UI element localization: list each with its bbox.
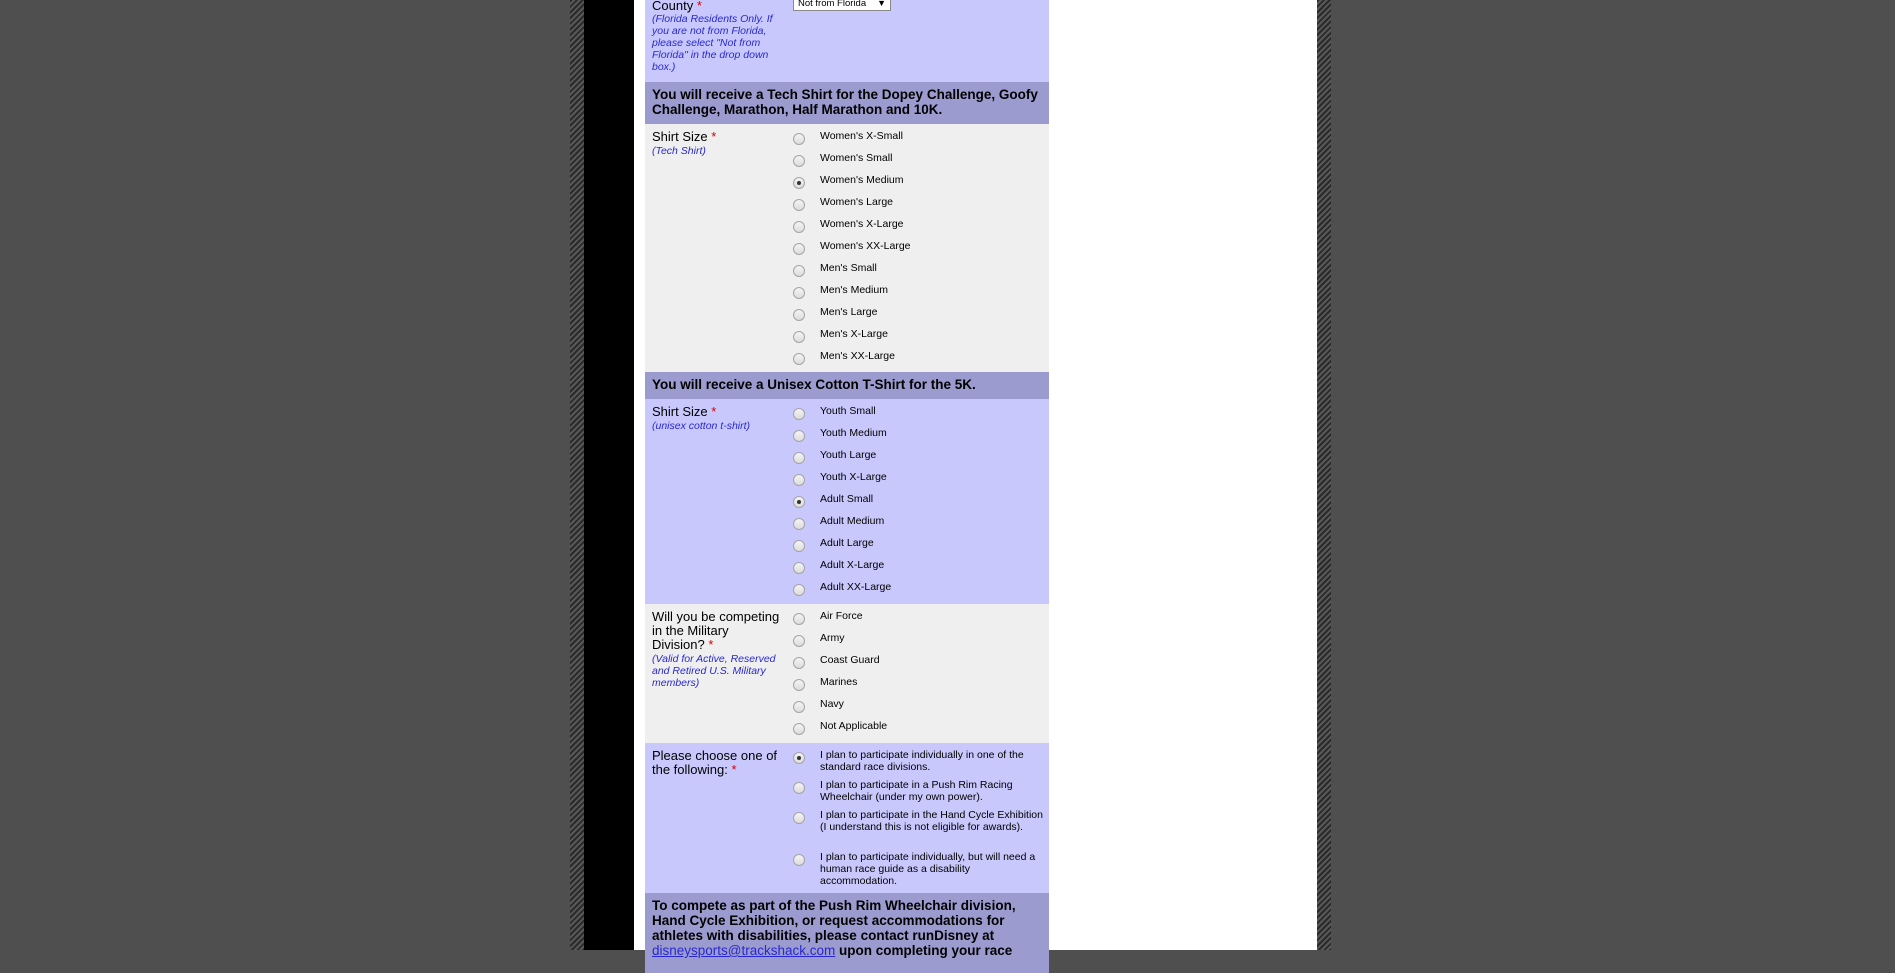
radio-button[interactable]	[793, 854, 805, 866]
radio-button[interactable]	[793, 331, 805, 343]
radio-option[interactable]	[788, 240, 1049, 262]
radio-button[interactable]	[793, 635, 805, 647]
radio-option-label: Men's XX-Large	[820, 350, 895, 362]
radio-button[interactable]	[793, 723, 805, 735]
radio-option[interactable]	[788, 262, 1049, 284]
radio-option[interactable]	[788, 152, 1049, 174]
participation-options	[788, 748, 1049, 893]
radio-option[interactable]	[788, 676, 1049, 698]
chevron-down-icon: ▼	[877, 0, 886, 8]
page-shadow-right	[1317, 0, 1331, 950]
radio-button[interactable]	[793, 562, 805, 574]
radio-option-label: Women's Medium	[820, 174, 904, 186]
radio-option-label: Adult Medium	[820, 515, 885, 527]
radio-option[interactable]	[788, 559, 1049, 581]
radio-button[interactable]	[793, 584, 805, 596]
cotton-shirt-link[interactable]: unisex cotton t-shirt	[655, 420, 747, 432]
military-row	[645, 604, 1049, 743]
required-mark: *	[696, 0, 702, 13]
radio-option-label: I plan to participate in the Hand Cycle Exhibition (I understand this is not eligible for awards).	[820, 809, 1043, 833]
radio-option-label: Coast Guard	[820, 654, 880, 666]
radio-button[interactable]	[793, 540, 805, 552]
tech-shirt-header: You will receive a Tech Shirt for the Dopey Challenge, Goofy Challenge, Marathon, Half Marathon and 10K.	[645, 82, 1049, 124]
radio-option-label: Women's X-Large	[820, 218, 904, 230]
radio-button[interactable]	[793, 812, 805, 824]
military-options	[788, 609, 1049, 743]
radio-option-label: Women's X-Small	[820, 130, 903, 142]
radio-option-label: Adult XX-Large	[820, 581, 892, 593]
radio-option-label: Air Force	[820, 610, 863, 622]
radio-option-label: Navy	[820, 698, 844, 710]
tech-shirt-hint: (Tech Shirt)	[652, 145, 706, 157]
radio-button[interactable]	[793, 679, 805, 691]
radio-button[interactable]	[793, 657, 805, 669]
radio-button[interactable]	[793, 408, 805, 420]
radio-option-label: Youth Large	[820, 449, 877, 461]
cotton-shirt-row	[645, 399, 1049, 604]
radio-option[interactable]	[788, 306, 1049, 328]
county-select[interactable]	[793, 0, 891, 11]
radio-option-label: Youth X-Large	[820, 471, 887, 483]
radio-option[interactable]	[788, 284, 1049, 306]
radio-option[interactable]	[788, 749, 1049, 779]
radio-option[interactable]	[788, 610, 1049, 632]
radio-option[interactable]	[788, 350, 1049, 372]
military-hint: (Valid for Active, Reserved and Retired U.S. Military members)	[652, 653, 776, 689]
radio-button[interactable]	[793, 518, 805, 530]
radio-option-label: I plan to participate individually, but will need a human race guide as a disability accommodation.	[820, 851, 1036, 887]
participation-label: Please choose one of the following: *	[652, 748, 778, 777]
radio-option-label: Women's Large	[820, 196, 894, 208]
radio-option[interactable]	[788, 809, 1049, 851]
radio-button[interactable]	[793, 265, 805, 277]
radio-option-label: Not Applicable	[820, 720, 888, 732]
radio-option[interactable]	[788, 720, 1049, 742]
radio-button[interactable]	[793, 430, 805, 442]
radio-option[interactable]	[788, 779, 1049, 809]
radio-option[interactable]	[788, 581, 1049, 603]
county-row	[645, 0, 1049, 82]
radio-button[interactable]	[793, 474, 805, 486]
radio-option-label: Army	[820, 632, 845, 644]
radio-option[interactable]	[788, 698, 1049, 720]
cotton-shirt-label: Shirt Size *	[652, 404, 717, 419]
contact-text-after: upon completing your race	[839, 943, 1013, 958]
radio-option[interactable]	[788, 471, 1049, 493]
radio-option-label: I plan to participate individually in one of the standard race divisions.	[820, 749, 1024, 773]
military-label: Will you be competing in the Military Division? *	[652, 609, 780, 652]
radio-option[interactable]	[788, 196, 1049, 218]
radio-option-label: Adult Small	[820, 493, 874, 505]
radio-button[interactable]	[793, 287, 805, 299]
radio-option[interactable]	[788, 515, 1049, 537]
radio-option-label: Youth Small	[820, 405, 876, 417]
radio-option[interactable]	[788, 130, 1049, 152]
tech-shirt-row	[645, 124, 1049, 372]
radio-button[interactable]	[793, 752, 805, 764]
radio-button[interactable]	[793, 177, 805, 189]
radio-option-label: Men's Small	[820, 262, 877, 274]
contact-text: To compete as part of the Push Rim Wheelchair division, Hand Cycle Exhibition, or request accommodations for athletes with disabilities, please contact runDisney at	[652, 898, 1016, 943]
contact-header	[645, 893, 1049, 973]
radio-option-label: I plan to participate in a Push Rim Racing Wheelchair (under my own power).	[820, 779, 1013, 803]
radio-button[interactable]	[793, 155, 805, 167]
radio-option-label: Adult Large	[820, 537, 874, 549]
radio-button[interactable]	[793, 353, 805, 365]
registration-form	[645, 0, 1049, 958]
radio-button[interactable]	[793, 613, 805, 625]
radio-button[interactable]	[793, 243, 805, 255]
radio-option-label: Men's Medium	[820, 284, 888, 296]
radio-option[interactable]	[788, 632, 1049, 654]
radio-option-label: Men's X-Large	[820, 328, 888, 340]
tech-shirt-label: Shirt Size *	[652, 129, 717, 144]
contact-email-link[interactable]: disneysports@trackshack.com	[652, 943, 836, 958]
radio-button[interactable]	[793, 199, 805, 211]
radio-option-label: Youth Medium	[820, 427, 887, 439]
county-label: County *	[652, 0, 702, 13]
cotton-shirt-hint: (unisex cotton t-shirt)	[652, 420, 751, 432]
radio-button[interactable]	[793, 221, 805, 233]
tech-shirt-link[interactable]: Tech Shirt	[655, 145, 703, 157]
radio-option-label: Women's Small	[820, 152, 893, 164]
radio-button[interactable]	[793, 452, 805, 464]
radio-option[interactable]	[788, 218, 1049, 240]
radio-option[interactable]	[788, 405, 1049, 427]
radio-option[interactable]	[788, 174, 1049, 196]
radio-option-label: Marines	[820, 676, 858, 688]
radio-option[interactable]	[788, 493, 1049, 515]
participation-row	[645, 743, 1049, 893]
radio-button[interactable]	[793, 782, 805, 794]
radio-option[interactable]	[788, 328, 1049, 350]
radio-option-label: Adult X-Large	[820, 559, 885, 571]
radio-option[interactable]	[788, 654, 1049, 676]
tech-shirt-options	[788, 129, 1049, 372]
radio-button[interactable]	[793, 701, 805, 713]
page-left-band	[584, 0, 634, 950]
radio-button[interactable]	[793, 496, 805, 508]
radio-option-label: Women's XX-Large	[820, 240, 911, 252]
county-hint: (Florida Residents Only. If you are not from Florida, please select "Not from Florida" in the drop down box.)	[652, 13, 773, 73]
radio-button[interactable]	[793, 309, 805, 321]
page-shadow-left	[570, 0, 584, 950]
radio-option[interactable]	[788, 537, 1049, 559]
cotton-shirt-options	[788, 404, 1049, 604]
cotton-shirt-header: You will receive a Unisex Cotton T-Shirt for the 5K.	[645, 372, 1049, 399]
radio-button[interactable]	[793, 133, 805, 145]
radio-option[interactable]	[788, 449, 1049, 471]
radio-option[interactable]	[788, 427, 1049, 449]
county-select-value: Not from Florida	[798, 0, 867, 9]
radio-option[interactable]	[788, 851, 1049, 887]
radio-option-label: Men's Large	[820, 306, 878, 318]
